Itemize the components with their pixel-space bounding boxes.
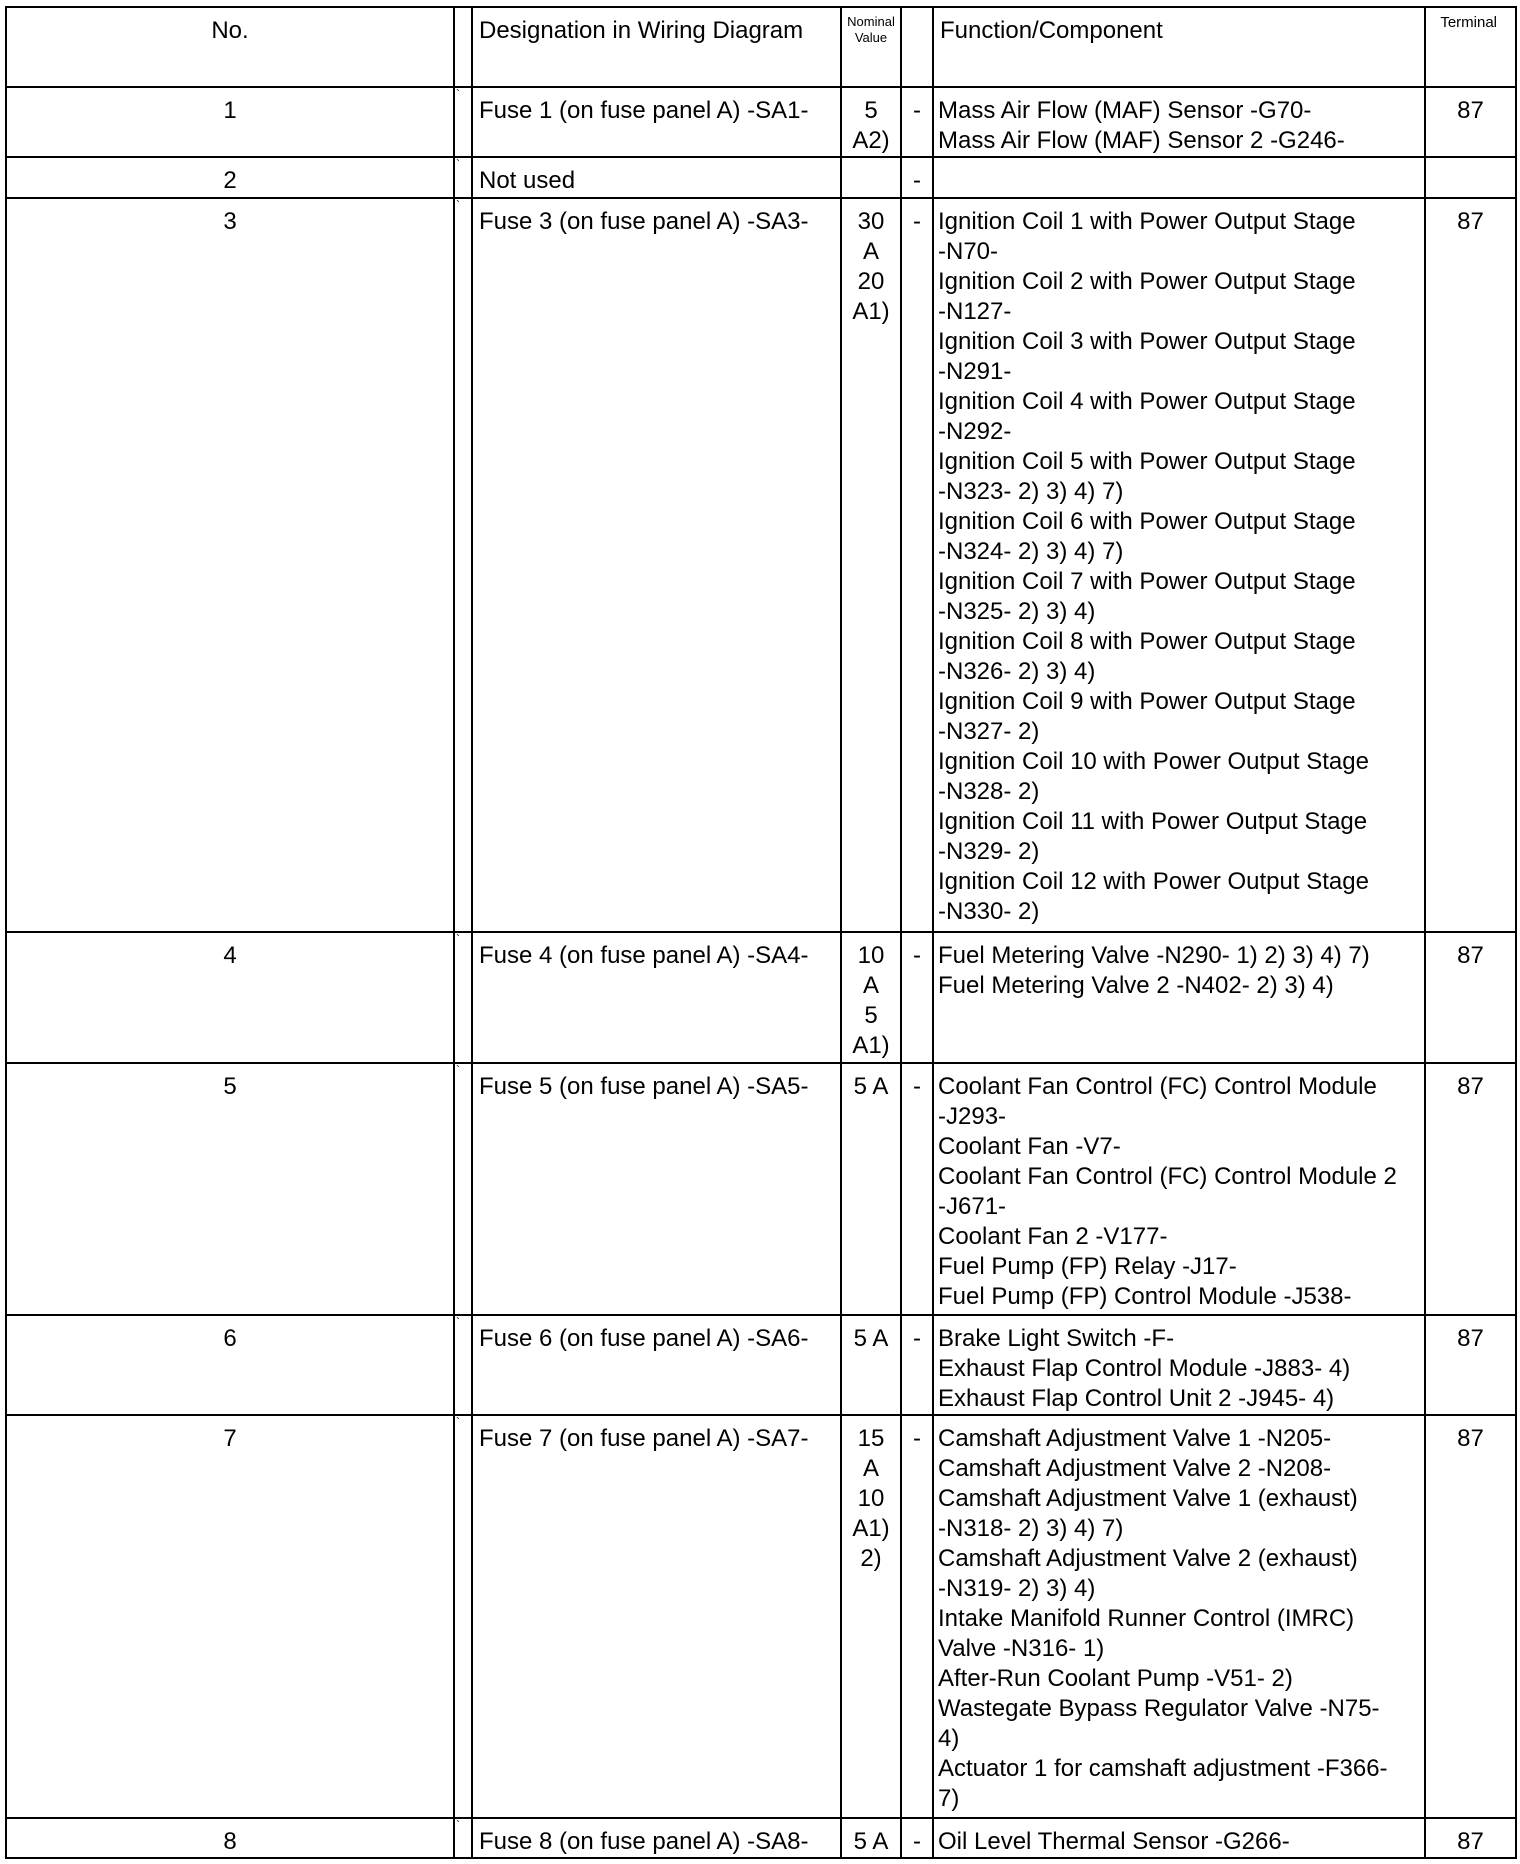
- nominal-value-line: A1): [852, 1032, 890, 1060]
- row-nominal-value: [841, 198, 901, 933]
- table-row: [6, 932, 1516, 1063]
- row-dash: -: [901, 87, 933, 157]
- row-terminal: 87: [1425, 1415, 1516, 1818]
- row-dash: -: [901, 1315, 933, 1416]
- header-row: [6, 7, 1516, 87]
- function-line: Coolant Fan Control (FC) Control Module: [938, 1073, 1377, 1101]
- nominal-value-line: 5: [864, 97, 878, 124]
- table-row: [6, 1415, 1516, 1818]
- row-dash: -: [901, 157, 933, 197]
- function-line: Coolant Fan 2 -V177-: [938, 1223, 1168, 1251]
- row-terminal: 87: [1425, 1315, 1516, 1416]
- nominal-value-line: 15: [857, 1425, 885, 1453]
- function-line: Ignition Coil 12 with Power Output Stage: [938, 867, 1369, 895]
- function-line: Ignition Coil 6 with Power Output Stage: [938, 507, 1356, 535]
- row-function: [933, 1063, 1425, 1315]
- function-line: Ignition Coil 7 with Power Output Stage: [938, 567, 1356, 595]
- row-function: [933, 198, 1425, 933]
- row-designation: Fuse 6 (on fuse panel A) -SA6-: [472, 1315, 841, 1416]
- row-designation: Not used: [472, 157, 841, 197]
- function-line: -N291-: [938, 357, 1012, 385]
- function-line: Ignition Coil 10 with Power Output Stage: [938, 747, 1369, 775]
- function-line: -N329- 2): [938, 837, 1040, 865]
- row-terminal: [1425, 157, 1516, 197]
- row-number: 3: [6, 198, 454, 933]
- nominal-value-line: 30: [857, 207, 885, 235]
- header-dash-spacer: [901, 7, 933, 87]
- function-line: Ignition Coil 4 with Power Output Stage: [938, 387, 1356, 415]
- function-line: Mass Air Flow (MAF) Sensor -G70-: [938, 97, 1312, 124]
- row-nominal-value: [841, 157, 901, 197]
- function-line: Exhaust Flap Control Module -J883- 4): [938, 1354, 1351, 1382]
- row-nominal-value: [841, 932, 901, 1063]
- row-tick-mark: `: [454, 932, 472, 1063]
- row-number: 7: [6, 1415, 454, 1818]
- row-nominal-value: [841, 1063, 901, 1315]
- row-number: 1: [6, 87, 454, 157]
- row-dash: -: [901, 1415, 933, 1818]
- table-row: [6, 1818, 1516, 1858]
- row-terminal: 87: [1425, 1818, 1516, 1858]
- nominal-value-line: A2): [852, 127, 890, 154]
- row-function: [933, 1818, 1425, 1858]
- function-line: Camshaft Adjustment Valve 2 -N208-: [938, 1455, 1332, 1483]
- function-line: -N328- 2): [938, 777, 1040, 805]
- function-line: Valve -N316- 1): [938, 1635, 1105, 1663]
- row-nominal-value: [841, 1315, 901, 1416]
- row-terminal: 87: [1425, 198, 1516, 933]
- row-number: 6: [6, 1315, 454, 1416]
- row-nominal-value: [841, 1818, 901, 1858]
- row-number: 5: [6, 1063, 454, 1315]
- function-line: Ignition Coil 9 with Power Output Stage: [938, 687, 1356, 715]
- row-function: [933, 87, 1425, 157]
- row-designation: Fuse 1 (on fuse panel A) -SA1-: [472, 87, 841, 157]
- function-line: Oil Level Thermal Sensor -G266-: [938, 1827, 1290, 1855]
- function-line: 4): [938, 1725, 960, 1753]
- table-body: [6, 87, 1516, 1858]
- row-function: [933, 932, 1425, 1063]
- function-line: -J293-: [938, 1103, 1007, 1131]
- function-line: -N70-: [938, 237, 999, 265]
- row-tick-mark: `: [454, 1818, 472, 1858]
- function-line: Actuator 1 for camshaft adjustment -F366-: [938, 1755, 1388, 1783]
- header-designation: Designation in Wiring Diagram: [472, 7, 841, 87]
- function-line: Fuel Metering Valve -N290- 1) 2) 3) 4) 7): [938, 942, 1370, 970]
- fuse-table: [5, 6, 1517, 1859]
- nominal-value-line: A: [862, 1455, 879, 1483]
- function-line: Mass Air Flow (MAF) Sensor 2 -G246-: [938, 127, 1345, 154]
- row-number: 8: [6, 1818, 454, 1858]
- nominal-value-line: A1): [852, 297, 890, 325]
- table-row: [6, 157, 1516, 197]
- function-line: -N324- 2) 3) 4) 7): [938, 537, 1124, 565]
- nominal-value-line: A: [862, 237, 879, 265]
- function-line: After-Run Coolant Pump -V51- 2): [938, 1665, 1293, 1693]
- function-line: -N330- 2): [938, 897, 1040, 925]
- table-row: [6, 87, 1516, 157]
- header-nominal-line1: Nominal: [847, 14, 895, 29]
- row-tick-mark: `: [454, 198, 472, 933]
- row-tick-mark: `: [454, 87, 472, 157]
- row-dash: -: [901, 198, 933, 933]
- row-dash: -: [901, 1063, 933, 1315]
- function-line: Ignition Coil 3 with Power Output Stage: [938, 327, 1356, 355]
- row-dash: -: [901, 1818, 933, 1858]
- table-row: [6, 1063, 1516, 1315]
- table-row: [6, 1315, 1516, 1416]
- row-number: 4: [6, 932, 454, 1063]
- table-row: [6, 198, 1516, 933]
- function-line: Coolant Fan -V7-: [938, 1133, 1121, 1161]
- function-line: -J671-: [938, 1193, 1007, 1221]
- function-line: Camshaft Adjustment Valve 1 (exhaust): [938, 1485, 1358, 1513]
- function-line: 7): [938, 1785, 960, 1813]
- function-line: Ignition Coil 2 with Power Output Stage: [938, 267, 1356, 295]
- row-terminal: 87: [1425, 1063, 1516, 1315]
- function-line: Fuel Pump (FP) Control Module -J538-: [938, 1283, 1352, 1311]
- row-dash: -: [901, 932, 933, 1063]
- nominal-value-line: 20: [857, 267, 885, 295]
- header-nominal-line2: Value: [854, 30, 888, 45]
- row-tick-mark: `: [454, 1415, 472, 1818]
- nominal-value-line: 2): [860, 1545, 882, 1573]
- row-function: [933, 1415, 1425, 1818]
- function-line: -N327- 2): [938, 717, 1040, 745]
- header-terminal: Terminal: [1425, 7, 1516, 87]
- row-nominal-value: [841, 1415, 901, 1818]
- function-line: Brake Light Switch -F-: [938, 1324, 1175, 1352]
- row-function: [933, 1315, 1425, 1416]
- function-line: -N323- 2) 3) 4) 7): [938, 477, 1124, 505]
- nominal-value-line: A: [862, 972, 879, 1000]
- function-line: -N319- 2) 3) 4): [938, 1575, 1096, 1603]
- function-line: Coolant Fan Control (FC) Control Module 2: [938, 1163, 1397, 1191]
- row-designation: Fuse 3 (on fuse panel A) -SA3-: [472, 198, 841, 933]
- row-number: 2: [6, 157, 454, 197]
- nominal-value-line: A1): [852, 1515, 890, 1543]
- row-designation: Fuse 5 (on fuse panel A) -SA5-: [472, 1063, 841, 1315]
- row-terminal: 87: [1425, 87, 1516, 157]
- header-spacer: [454, 7, 472, 87]
- function-line: -N318- 2) 3) 4) 7): [938, 1515, 1124, 1543]
- function-line: Camshaft Adjustment Valve 1 -N205-: [938, 1425, 1332, 1453]
- function-line: Exhaust Flap Control Unit 2 -J945- 4): [938, 1384, 1335, 1412]
- function-line: Intake Manifold Runner Control (IMRC): [938, 1605, 1355, 1633]
- row-tick-mark: `: [454, 1063, 472, 1315]
- function-line: Wastegate Bypass Regulator Valve -N75-: [938, 1695, 1380, 1723]
- row-function: [933, 157, 1425, 197]
- function-line: Ignition Coil 1 with Power Output Stage: [938, 207, 1356, 235]
- row-designation: Fuse 8 (on fuse panel A) -SA8-: [472, 1818, 841, 1858]
- row-nominal-value: [841, 87, 901, 157]
- function-line: Fuel Metering Valve 2 -N402- 2) 3) 4): [938, 972, 1334, 1000]
- function-line: Ignition Coil 8 with Power Output Stage: [938, 627, 1356, 655]
- nominal-value-line: 10: [857, 942, 885, 970]
- row-designation: Fuse 7 (on fuse panel A) -SA7-: [472, 1415, 841, 1818]
- function-line: -N127-: [938, 297, 1012, 325]
- header-function: Function/Component: [933, 7, 1425, 87]
- function-line: -N292-: [938, 417, 1012, 445]
- function-line: -N326- 2) 3) 4): [938, 657, 1096, 685]
- header-no: No.: [6, 7, 454, 87]
- function-line: -N325- 2) 3) 4): [938, 597, 1096, 625]
- row-tick-mark: `: [454, 1315, 472, 1416]
- nominal-value-line: 10: [857, 1485, 885, 1513]
- function-line: Camshaft Adjustment Valve 2 (exhaust): [938, 1545, 1358, 1573]
- nominal-value-line: 5: [864, 1002, 878, 1030]
- nominal-value-line: 5 A: [853, 1324, 889, 1352]
- row-terminal: 87: [1425, 932, 1516, 1063]
- nominal-value-line: 5 A: [853, 1073, 889, 1101]
- function-line: Ignition Coil 5 with Power Output Stage: [938, 447, 1356, 475]
- function-line: Fuel Pump (FP) Relay -J17-: [938, 1253, 1237, 1281]
- row-designation: Fuse 4 (on fuse panel A) -SA4-: [472, 932, 841, 1063]
- function-line: Ignition Coil 11 with Power Output Stage: [938, 807, 1368, 835]
- nominal-value-line: 5 A: [853, 1827, 889, 1855]
- header-nominal-value: [841, 7, 901, 87]
- row-tick-mark: `: [454, 157, 472, 197]
